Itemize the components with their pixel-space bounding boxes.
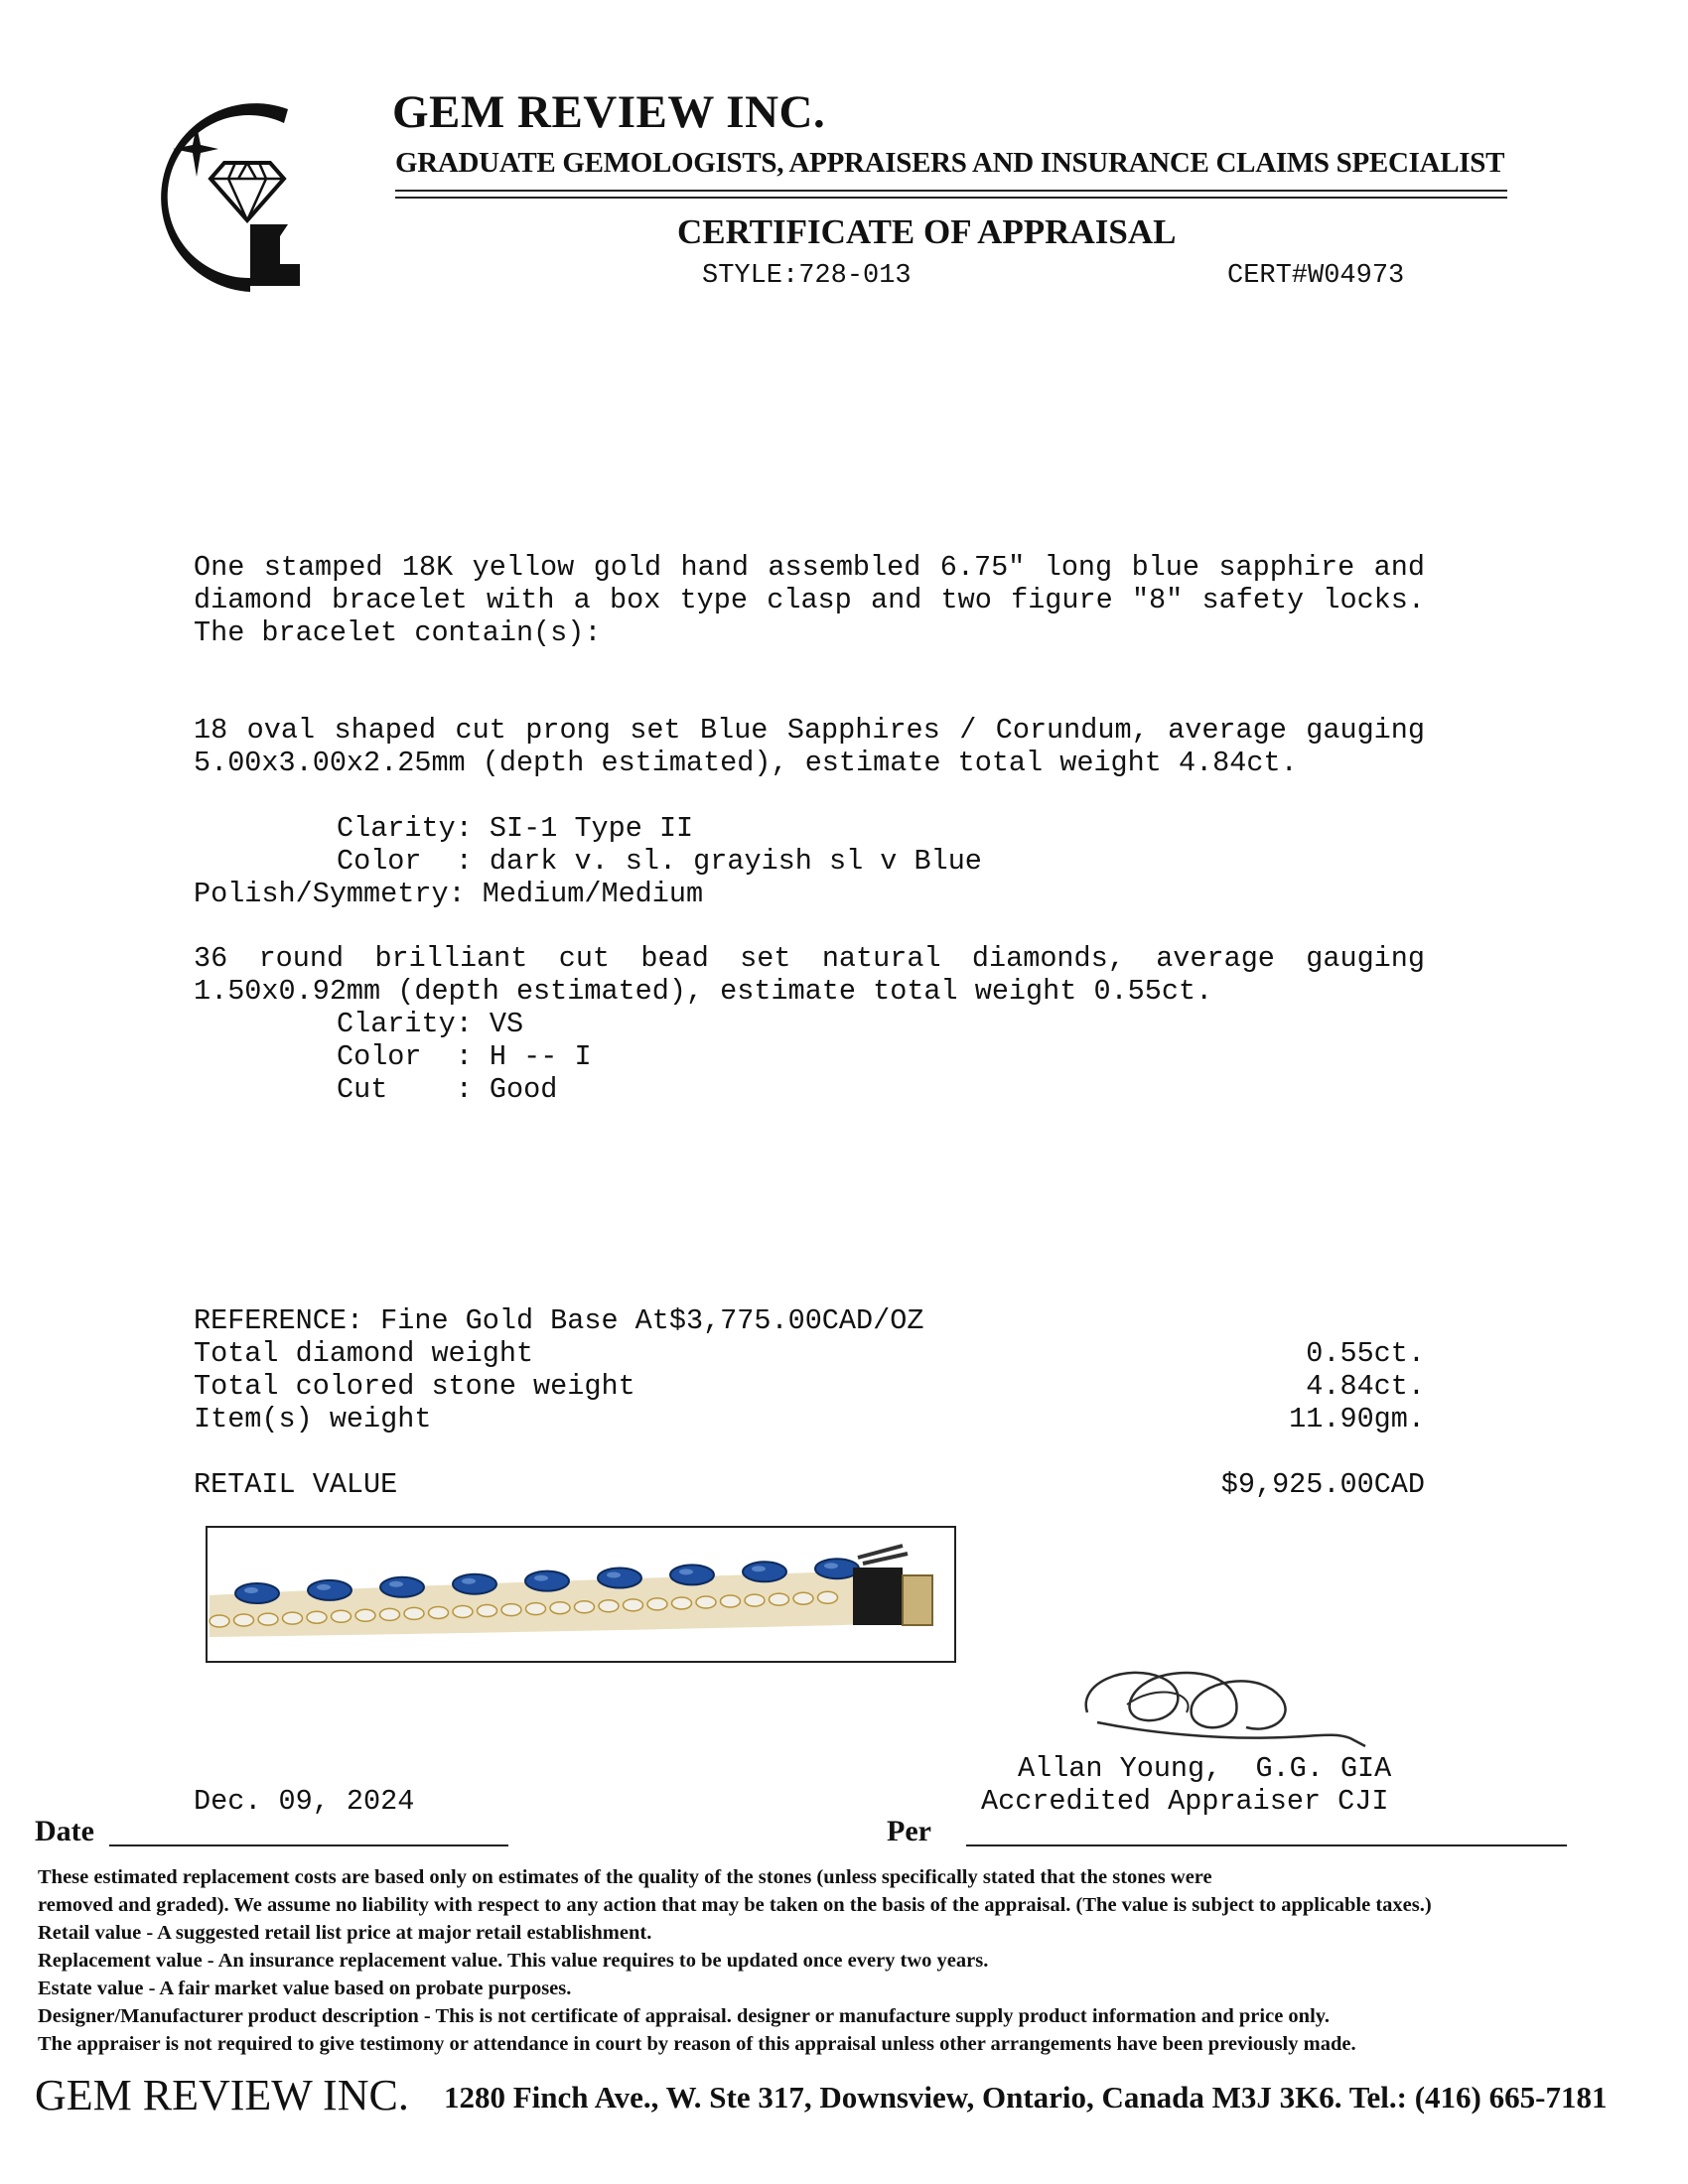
sapphire-stone	[380, 1577, 424, 1597]
diamond-stone	[234, 1614, 254, 1626]
sapphire-highlight	[679, 1569, 693, 1574]
diamond-stone	[526, 1603, 546, 1615]
sapphire-highlight	[534, 1575, 548, 1581]
company-name: GEM REVIEW INC.	[392, 86, 826, 138]
bracelet-image	[208, 1528, 954, 1661]
sapphire-highlight	[462, 1578, 476, 1584]
diamond-stone	[745, 1594, 765, 1606]
gem-review-logo	[139, 97, 338, 296]
sapphire-stone	[525, 1571, 569, 1591]
sapphire-stone	[598, 1569, 641, 1588]
diamond-stone	[429, 1606, 449, 1618]
diamond-stone	[380, 1608, 400, 1620]
sapphire-polish-symmetry: Polish/Symmetry: Medium/Medium	[194, 878, 704, 910]
appraisal-date: Dec. 09, 2024	[194, 1785, 415, 1818]
diamond-stone	[575, 1601, 595, 1613]
style-number: STYLE:728-013	[702, 261, 912, 291]
appraiser-name: Allan Young, G.G. GIA	[1018, 1752, 1392, 1785]
weight-row-label: Item(s) weight	[194, 1403, 432, 1435]
diamond-stone	[721, 1595, 741, 1607]
disclaimer-line: The appraiser is not required to give testimony or attendance in court by reason of this appraisal unless other arrangements have been previously made.	[38, 2033, 1356, 2055]
diamond-stone	[283, 1612, 303, 1624]
weight-row-value: 4.84ct.	[1306, 1370, 1425, 1403]
diamond-stone	[332, 1610, 352, 1622]
retail-value-label: RETAIL VALUE	[194, 1468, 398, 1501]
weight-row-value: 0.55ct.	[1306, 1337, 1425, 1370]
disclaimer-line: Retail value - A suggested retail list price at major retail establishment.	[38, 1922, 652, 1944]
retail-value-amount: $9,925.00CAD	[1220, 1468, 1425, 1501]
sapphire-highlight	[824, 1563, 838, 1569]
sapphire-highlight	[317, 1584, 331, 1590]
diamond-stone	[696, 1596, 716, 1608]
sapphire-stone	[453, 1574, 496, 1594]
weight-row	[194, 1370, 1425, 1403]
per-label: Per	[887, 1815, 931, 1847]
disclaimer-line: Designer/Manufacturer product description - This is not certificate of appraisal. designer or manufacture supply product information and price only.	[38, 2005, 1331, 2027]
diamond-color: Color : H -- I	[337, 1040, 592, 1073]
diamond-stone	[793, 1592, 813, 1604]
clasp-tongue	[903, 1575, 932, 1625]
per-line	[966, 1844, 1567, 1846]
diamond-stone	[599, 1600, 619, 1612]
diamond-stone	[672, 1597, 692, 1609]
header-rule-bottom	[395, 197, 1507, 199]
diamond-stone	[647, 1598, 667, 1610]
sapphire-highlight	[244, 1587, 258, 1593]
diamond-description: 36 round brilliant cut bead set natural diamonds, average gauging 1.50x0.92mm (depth estimated), estimate total weight 0.55ct.	[194, 942, 1425, 1008]
sapphire-stone	[815, 1559, 859, 1578]
disclaimer-line: These estimated replacement costs are based only on estimates of the quality of the stones (unless specifically stated that the stones were	[38, 1866, 1212, 1888]
certificate-number: CERT#W04973	[1227, 261, 1405, 291]
diamond-stone	[453, 1606, 473, 1618]
disclaimer-line: Estate value - A fair market value based on probate purposes.	[38, 1978, 572, 1999]
weight-row-label: Total diamond weight	[194, 1337, 534, 1370]
diamond-stone	[210, 1615, 229, 1627]
date-label: Date	[35, 1815, 94, 1847]
diamond-stone	[404, 1607, 424, 1619]
diamond-stone	[624, 1599, 643, 1611]
sapphire-highlight	[389, 1581, 403, 1587]
appraiser-title: Accredited Appraiser CJI	[981, 1785, 1389, 1818]
disclaimer-line: Replacement value - An insurance replacement value. This value requires to be updated once every two years.	[38, 1950, 989, 1972]
footer-address: 1280 Finch Ave., W. Ste 317, Downsview, Ontario, Canada M3J 3K6. Tel.: (416) 665-7181	[444, 2080, 1608, 2115]
sapphire-stone	[743, 1562, 786, 1581]
diamond-stone	[550, 1602, 570, 1614]
disclaimer-line: removed and graded). We assume no liability with respect to any action that may be taken on the basis of the appraisal. (The value is subject to applicable taxes.)	[38, 1894, 1432, 1916]
sapphire-color: Color : dark v. sl. grayish sl v Blue	[337, 845, 982, 878]
diamond-stone	[818, 1591, 838, 1603]
weight-row	[194, 1403, 1425, 1435]
header-rule-top	[395, 190, 1507, 192]
item-description: One stamped 18K yellow gold hand assembled 6.75" long blue sapphire and diamond bracelet with a box type clasp and two figure "8" safety locks. The bracelet contain(s):	[194, 551, 1425, 649]
sapphire-stone	[670, 1565, 714, 1584]
footer-company-name: GEM REVIEW INC.	[35, 2071, 409, 2119]
clasp-box	[853, 1568, 903, 1625]
company-subtitle: GRADUATE GEMOLOGISTS, APPRAISERS AND INSURANCE CLAIMS SPECIALIST	[395, 147, 1505, 179]
weight-row	[194, 1337, 1425, 1370]
diamond-stone	[355, 1609, 375, 1621]
sapphire-highlight	[607, 1572, 621, 1578]
sapphire-clarity: Clarity: SI-1 Type II	[337, 812, 694, 845]
sapphire-highlight	[752, 1566, 766, 1571]
diamond-stone	[258, 1613, 278, 1625]
appraiser-signature	[1067, 1643, 1395, 1752]
gold-base-reference: REFERENCE: Fine Gold Base At$3,775.00CAD/OZ	[194, 1304, 924, 1337]
sapphire-description: 18 oval shaped cut prong set Blue Sapphires / Corundum, average gauging 5.00x3.00x2.25mm (depth estimated), estimate total weight 4.84ct.	[194, 714, 1425, 779]
sapphire-stone	[235, 1583, 279, 1603]
weight-row-value: 11.90gm.	[1289, 1403, 1425, 1435]
sapphire-stone	[308, 1580, 352, 1600]
bracelet-photo	[206, 1526, 956, 1663]
weight-row-label: Total colored stone weight	[194, 1370, 635, 1403]
retail-value-row	[194, 1468, 1425, 1501]
diamond-stone	[307, 1611, 327, 1623]
diamond-stone	[770, 1593, 789, 1605]
date-line	[109, 1844, 508, 1846]
diamond-stone	[501, 1604, 521, 1616]
certificate-title: CERTIFICATE OF APPRAISAL	[677, 212, 1177, 251]
diamond-cut: Cut : Good	[337, 1073, 558, 1106]
diamond-stone	[478, 1605, 497, 1617]
diamond-clarity: Clarity: VS	[337, 1008, 524, 1040]
